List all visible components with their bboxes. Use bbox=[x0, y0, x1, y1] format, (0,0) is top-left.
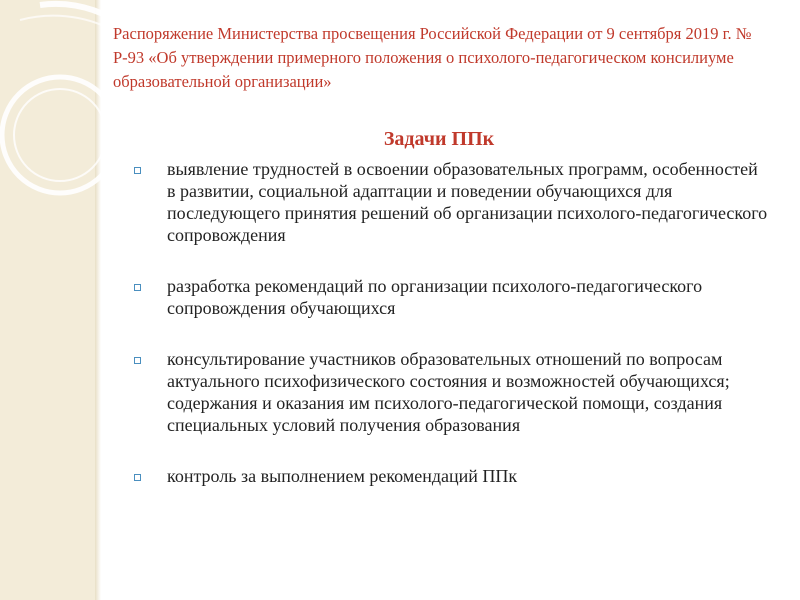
list-item-text: выявление трудностей в освоении образовательных программ, особенностей в развитии, социальной адаптации и поведении обучающихся для последующего принятия решений об организации психолого-педагогического сопровождения bbox=[167, 159, 768, 245]
list-item-text: разработка рекомендаций по организации психолого-педагогического сопровождения обучающихся bbox=[167, 276, 703, 318]
square-bullet-icon bbox=[134, 284, 141, 291]
square-bullet-icon bbox=[134, 167, 141, 174]
list-item bbox=[130, 465, 770, 487]
list-item-text: контроль за выполнением рекомендаций ППк bbox=[167, 466, 518, 486]
list-item bbox=[130, 275, 770, 319]
page-title: Распоряжение Министерства просвещения Российской Федерации от 9 сентября 2019 г. № Р-93 «Об утверждении примерного положения о психолого-педагогическом консилиуме образовательной организации» bbox=[113, 24, 752, 91]
square-bullet-icon bbox=[134, 357, 141, 364]
list-item-text: консультирование участников образовательных отношений по вопросам актуального психофизического состояния и возможностей обучающихся; содержания и оказания им психолого-педагогической помощи, создания специальных условий получения образования bbox=[167, 349, 730, 435]
square-bullet-icon bbox=[134, 474, 141, 481]
list-item bbox=[130, 348, 770, 436]
tasks-list bbox=[130, 158, 770, 487]
list-item bbox=[130, 158, 770, 246]
section-heading: Задачи ППк bbox=[383, 128, 495, 150]
